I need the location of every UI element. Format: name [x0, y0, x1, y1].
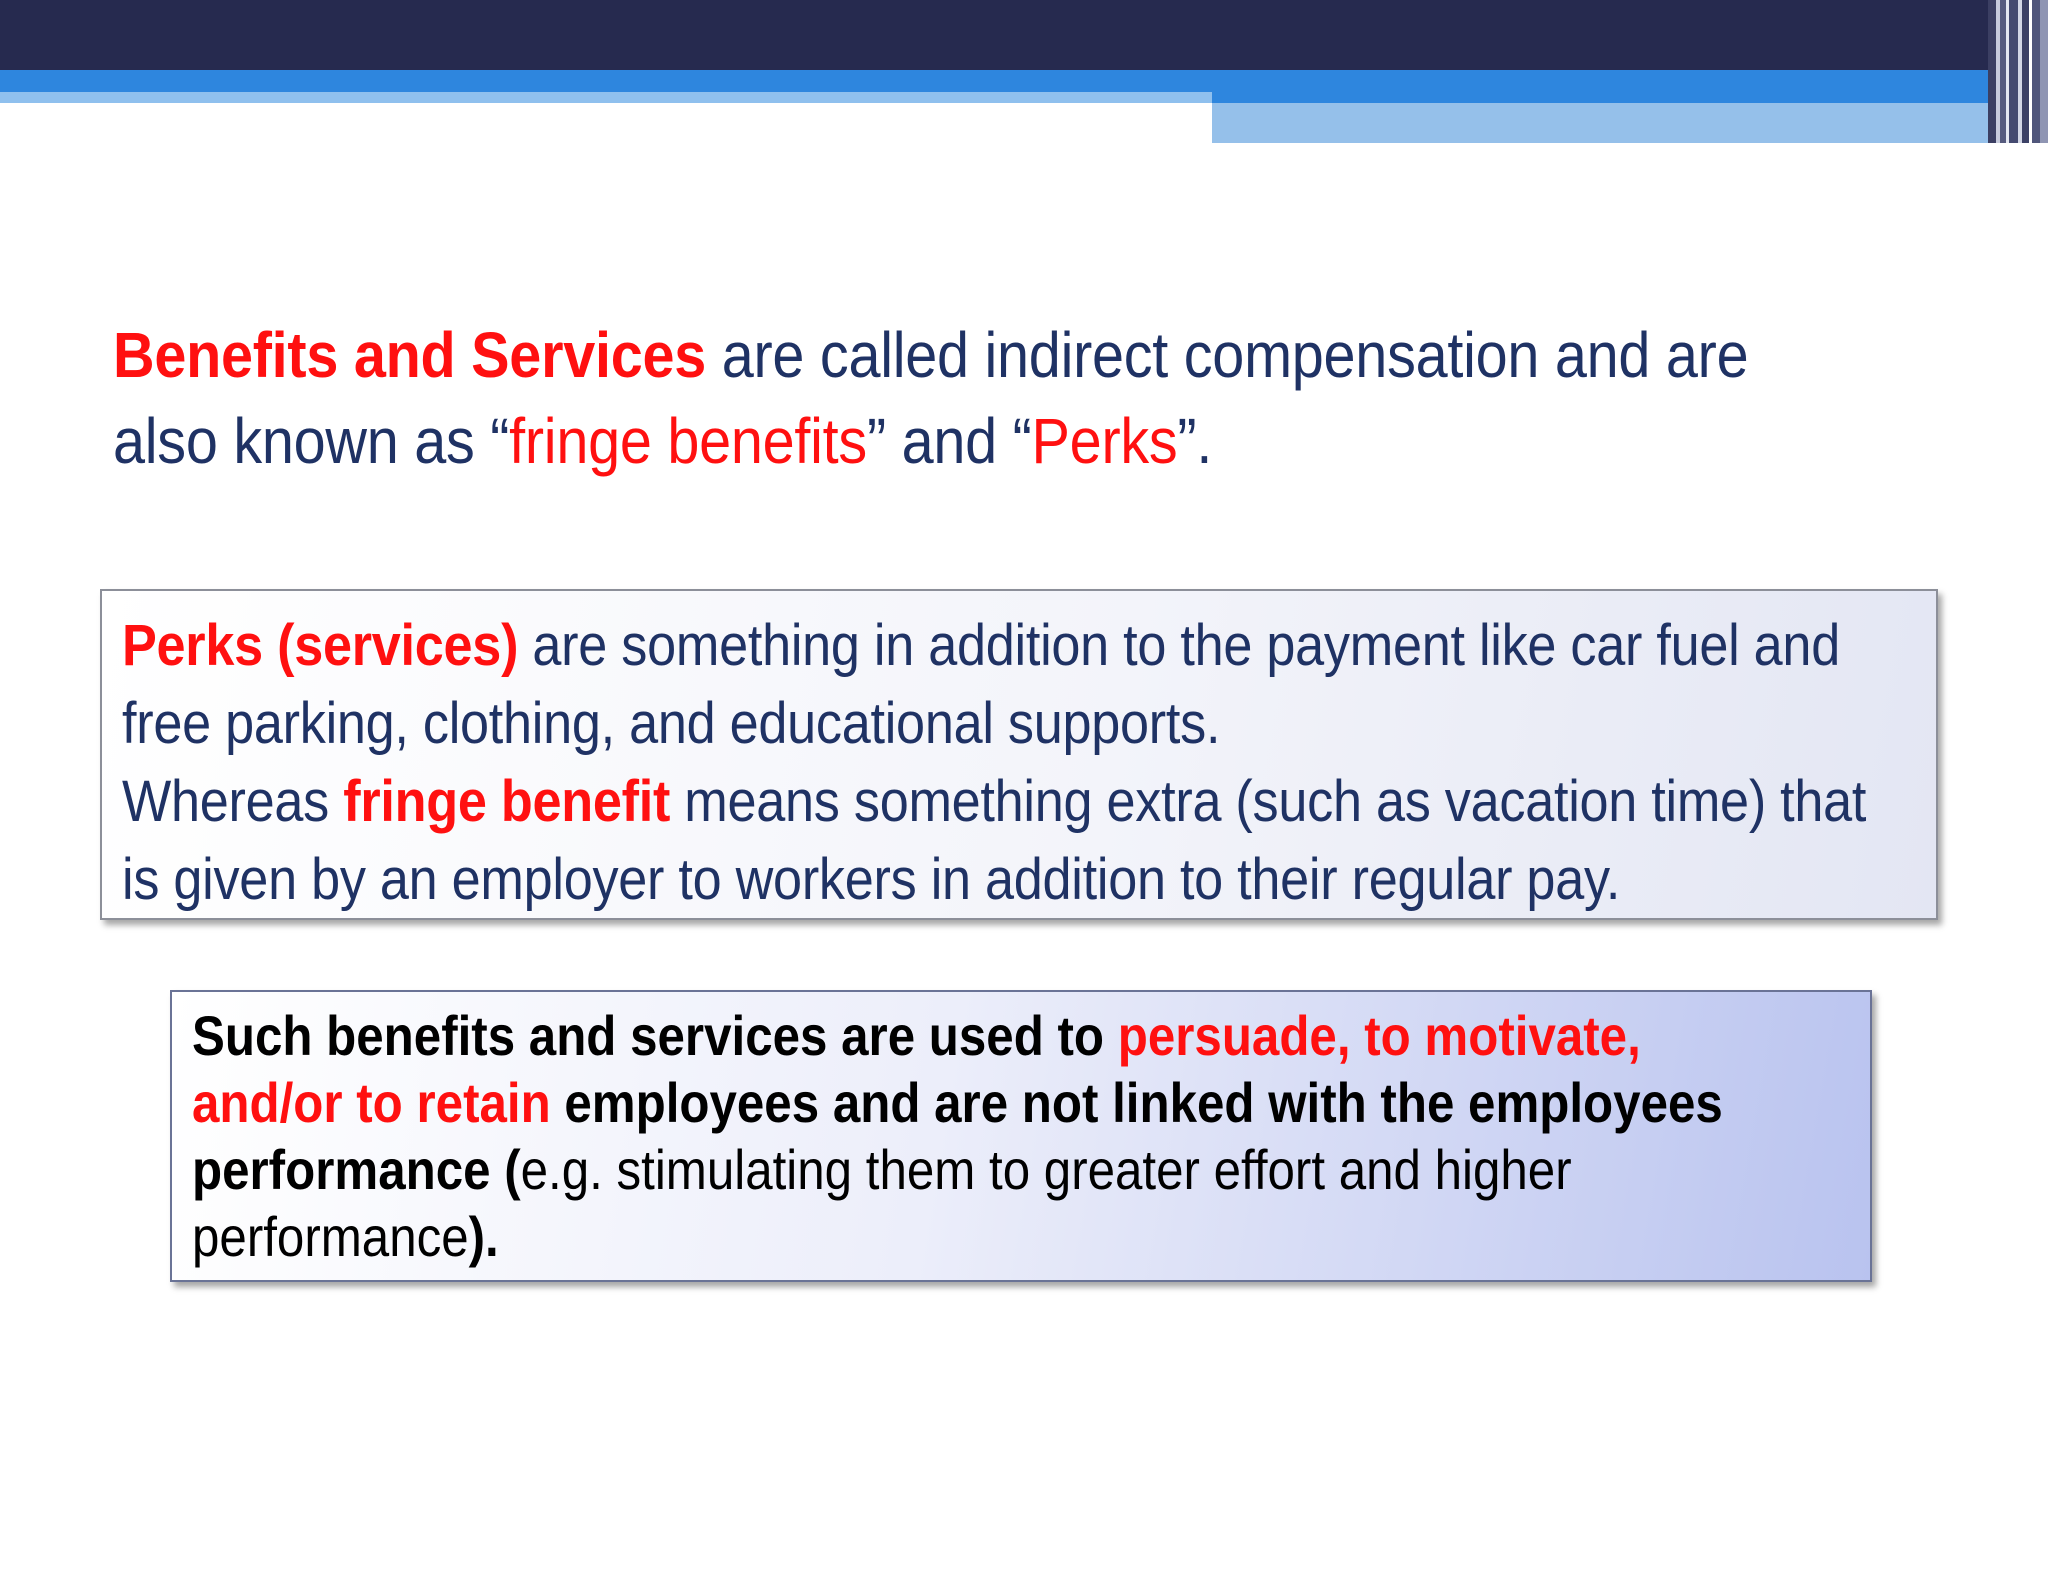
perks-text-1: are something in addition to the payment like car fuel and	[518, 613, 1840, 678]
header-right-light-bar	[1212, 103, 2048, 143]
whereas-text: Whereas	[122, 769, 344, 834]
benefits-purpose-box	[170, 990, 1872, 1282]
purpose-bold-3: performance (	[192, 1138, 521, 1201]
purpose-text-2: employees and are not linked with the employees	[550, 1071, 1723, 1134]
intro-text-3: ” and “	[866, 405, 1032, 477]
purpose-text-1: Such benefits and services are used to	[192, 1004, 1118, 1067]
perks-term: Perks (services)	[122, 613, 519, 678]
intro-term: Benefits and Services	[113, 319, 707, 391]
perks-definition-box	[100, 589, 1938, 920]
fringe-term: fringe benefit	[343, 769, 671, 834]
purpose-bold-4: ).	[468, 1205, 499, 1268]
fringe-text-1: means something extra (such as vacation time) that	[670, 769, 1867, 834]
header-dark-bar	[0, 0, 2048, 70]
purpose-text-3: e.g. stimulating them to greater effort and higher	[520, 1138, 1572, 1201]
intro-paragraph	[113, 312, 1787, 484]
intro-text-4: ”.	[1177, 405, 1213, 477]
fringe-text-2: is given by an employer to workers in addition to their regular pay.	[122, 847, 1621, 912]
intro-perks: Perks	[1031, 405, 1178, 477]
intro-fringe: fringe benefits	[509, 405, 867, 477]
intro-text-2: also known as “	[113, 405, 510, 477]
purpose-text-4: performance	[192, 1205, 469, 1268]
header-right-stripes	[1988, 0, 2048, 143]
perks-definition-text	[122, 607, 1922, 919]
perks-text-2: free parking, clothing, and educational supports.	[122, 691, 1221, 756]
intro-text-1: are called indirect compensation and are	[706, 319, 1749, 391]
header-left-light-bar	[0, 92, 1212, 103]
benefits-purpose-text	[192, 1002, 1864, 1270]
purpose-red-2: and/or to retain	[192, 1071, 551, 1134]
purpose-red-1: persuade, to motivate,	[1117, 1004, 1641, 1067]
